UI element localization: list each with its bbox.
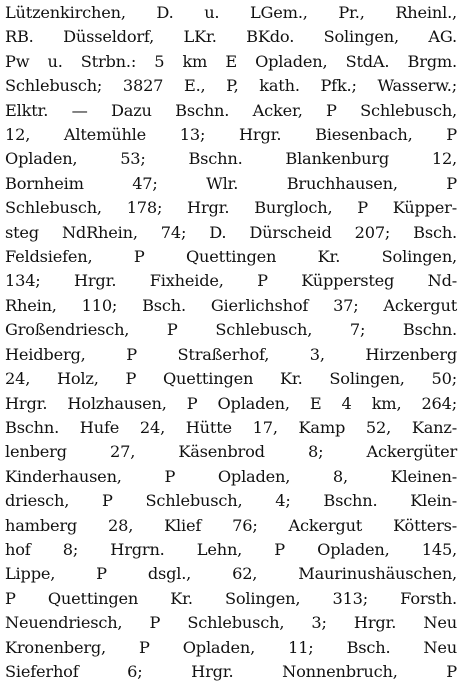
text-line: Feldsiefen, P Quettingen Kr. Solingen, — [5, 247, 457, 267]
text-line: hof 8; Hrgrn. Lehn, P Opladen, 145, — [5, 539, 457, 559]
text-line: Kinderhausen, P Opladen, 8, Kleinen- — [5, 466, 457, 486]
text-line: Opladen, 53; Bschn. Blankenburg 12, — [5, 149, 457, 169]
text-line: Kronenberg, P Opladen, 11; Bsch. Neu — [5, 637, 457, 657]
text-line: Rhein, 110; Bsch. Gierlichshof 37; Ackergut — [5, 295, 457, 315]
text-line: driesch, P Schlebusch, 4; Bschn. Klein- — [5, 491, 457, 511]
text-line: Hrgr. Holzhausen, P Opladen, E 4 km, 264; — [5, 393, 457, 413]
text-line: Sieferhof 6; Hrgr. Nonnenbruch, P — [5, 661, 457, 681]
text-line: 24, Holz, P Quettingen Kr. Solingen, 50; — [5, 369, 457, 389]
text-line: 134; Hrgr. Fixheide, P Küppersteg Nd- — [5, 271, 457, 291]
text-line: Lützenkirchen, D. u. LGem., Pr., Rheinl., — [5, 3, 457, 22]
text-line: Neuendriesch, P Schlebusch, 3; Hrgr. Neu — [5, 613, 457, 633]
text-line: Großendriesch, P Schlebusch, 7; Bschn. — [5, 320, 457, 340]
text-line: Lippe, P dsgl., 62, Maurinushäuschen, — [5, 564, 457, 584]
text-line: steg NdRhein, 74; D. Dürscheid 207; Bsch. — [5, 222, 457, 242]
text-line: Pw u. Strbn.: 5 km E Opladen, StdA. Brgm. — [5, 51, 457, 71]
text-line: Schlebusch; 3827 E., P, kath. Pfk.; Wasserw.; — [5, 76, 457, 96]
text-line: 12, Altemühle 13; Hrgr. Biesenbach, P — [5, 125, 457, 145]
text-line: hamberg 28, Klief 76; Ackergut Kötters- — [5, 515, 457, 535]
text-line: RB. Düsseldorf, LKr. BKdo. Solingen, AG. — [5, 27, 457, 47]
text-line: Elktr. — Dazu Bschn. Acker, P Schlebusch, — [5, 100, 457, 120]
text-line: Bornheim 47; Wlr. Bruchhausen, P — [5, 173, 457, 193]
text-line: P Quettingen Kr. Solingen, 313; Forsth. — [5, 588, 457, 608]
text-line: Schlebusch, 178; Hrgr. Burgloch, P Küpper- — [5, 198, 457, 218]
text-line: Bschn. Hufe 24, Hütte 17, Kamp 52, Kanz- — [5, 417, 457, 437]
gazetteer-entry — [5, 1, 457, 684]
text-line: Heidberg, P Straßerhof, 3, Hirzenberg — [5, 344, 457, 364]
text-line: lenberg 27, Käsenbrod 8; Ackergüter — [5, 442, 457, 462]
